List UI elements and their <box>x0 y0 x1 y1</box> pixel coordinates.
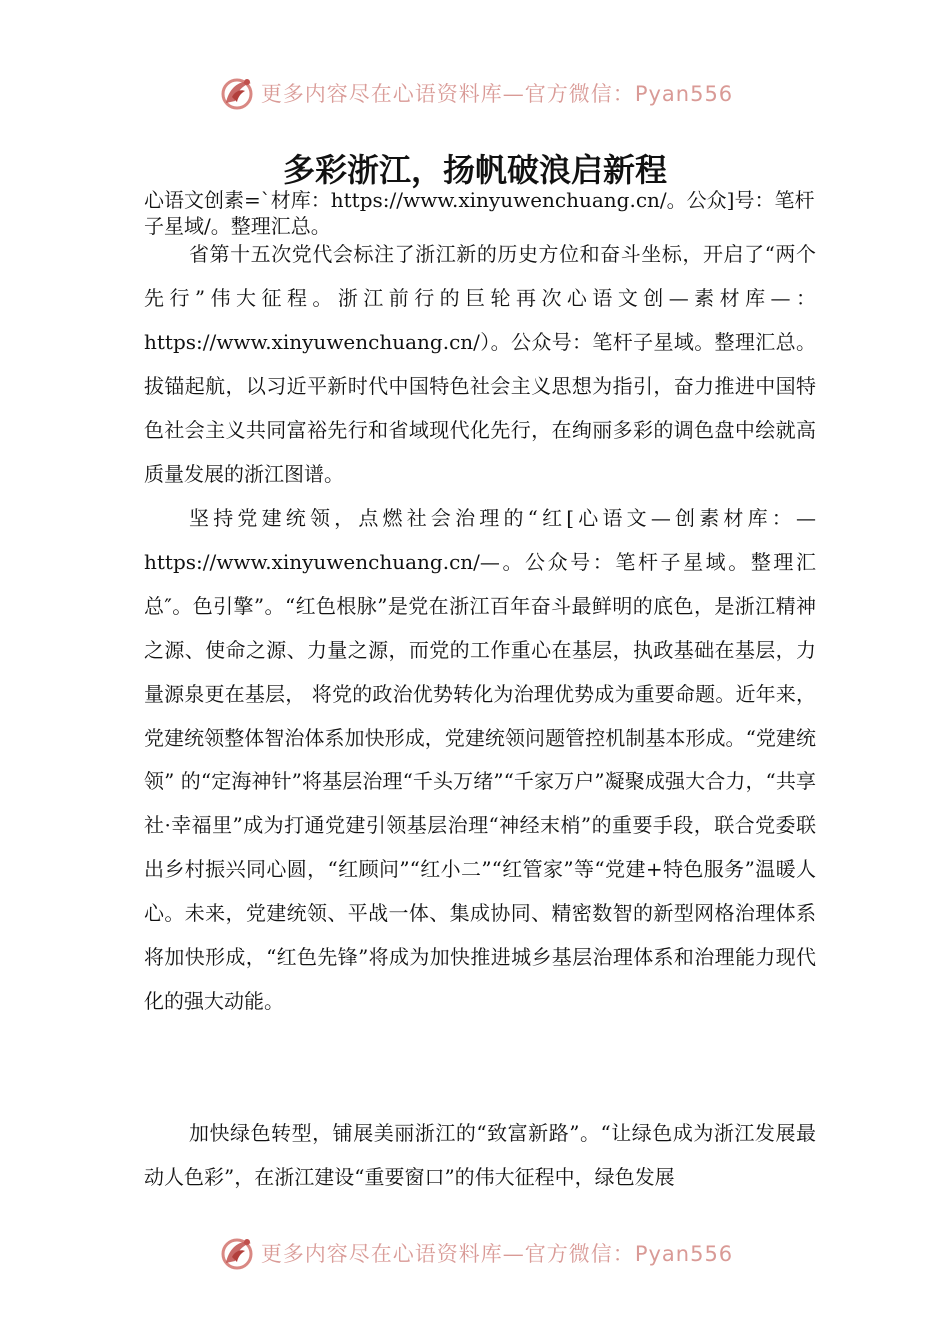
body-paragraph: 加快绿色转型，铺展美丽浙江的“致富新路”。“让绿色成为浙江发展最动人色彩”，在浙江建设“重要窗口”的伟大征程中，绿色发展 <box>144 1121 816 1189</box>
watermark-text: 更多内容尽在心语资料库—官方微信：Pyan556 <box>260 82 734 106</box>
header-watermark-banner <box>0 73 950 113</box>
footer-watermark-banner <box>0 1233 950 1273</box>
watermark-handle: Pyan556 <box>634 1242 734 1266</box>
body-paragraph: 省第十五次党代会标注了浙江新的历史方位和奋斗坐标，开启了“两个先行”伟大征程。浙江前行的巨轮再次心语文创—素材库—：https://www.xinyuwenchuang.cn/）。公众号：笔杆子星域。整理汇总。拔锚起航，以习近平新时代中国特色社会主义思想为指引，奋力推进中国特色社会主义共同富裕先行和省域现代化先行，在绚丽多彩的调色盘中绘就高质量发展的浙江图谱。 <box>144 242 816 486</box>
source-line: 心语文创素=`材库：https://www.xinyuwenchuang.cn/。公众]号：笔杆子星域/。整理汇总。 <box>144 188 815 238</box>
swirl-logo-icon <box>217 73 257 113</box>
body-paragraph: 坚持党建统领，点燃社会治理的“红[心语文—创素材库：—https://www.xinyuwenchuang.cn/—。公众号：笔杆子星域。整理汇总″。色引擎”。“红色根脉”是党在浙江百年奋斗最鲜明的底色，是浙江精神之源、使命之源、力量之源，而党的工作重心在基层，执政基础在基层，力量源泉更在基层， 将党的政治优势转化为治理优势成为重要命题。近年来，党建统领整体智治体系加快形成，党建统领问题管控机制基本形成。“党建统领” 的“定海神针”将基层治理“千头万绪”“千家万户”凝聚成强大合力，“共享社·幸福里”成为打通党建引领基层治理“神经末梢”的重要手段，联合党委联出乡村振兴同心圆，“红顾问”“红小二”“红管家”等“党建+特色服务”温暖人心。未来，党建统领、平战一体、集成协同、精密数智的新型网格治理体系将加快形成，“红色先锋”将成为加快推进城乡基层治理体系和治理能力现代化的强大动能。 <box>144 506 816 1013</box>
watermark-handle: Pyan556 <box>634 82 734 106</box>
watermark-text: 更多内容尽在心语资料库—官方微信：Pyan556 <box>260 1242 734 1266</box>
document-title: 多彩浙江，扬帆破浪启新程 <box>282 151 667 189</box>
swirl-logo-icon <box>217 1233 257 1273</box>
